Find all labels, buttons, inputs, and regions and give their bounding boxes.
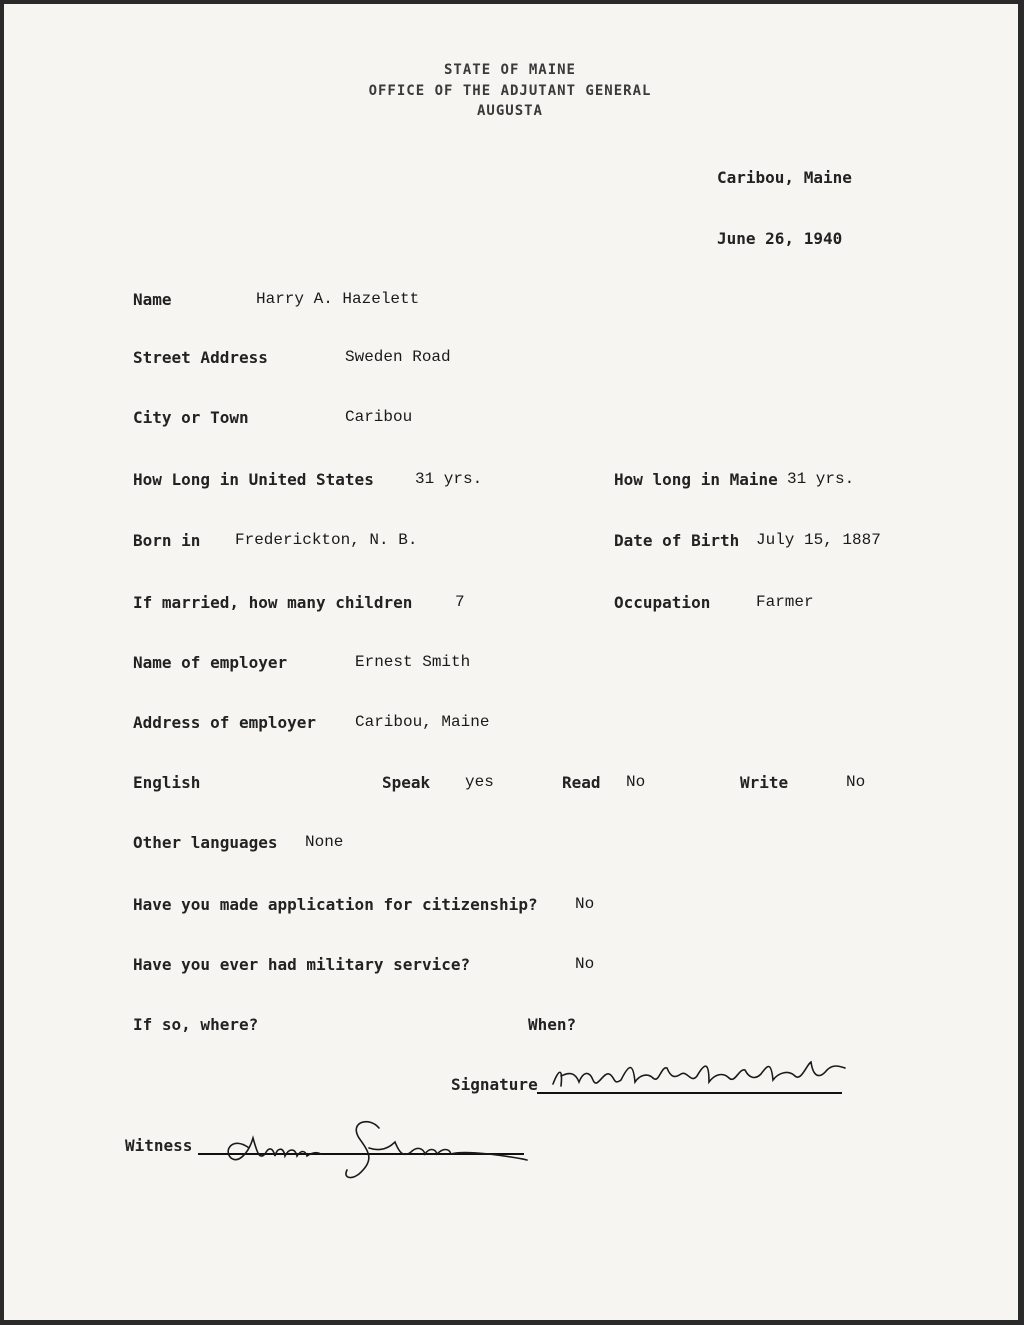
document-page <box>4 4 1018 1320</box>
street-value: Sweden Road <box>345 348 451 366</box>
read-label: Read <box>562 773 601 792</box>
citizenship-value: No <box>575 895 595 913</box>
occupation-label: Occupation <box>614 593 711 612</box>
date-text: June 26, 1940 <box>717 229 843 248</box>
employer-address-value: Caribou, Maine <box>355 713 490 731</box>
header-state: STATE OF MAINE <box>443 62 576 78</box>
employer-label: Name of employer <box>133 653 288 672</box>
other-languages-label: Other languages <box>133 833 278 852</box>
signature-handwriting <box>549 1054 849 1099</box>
born-value: Frederickton, N. B. <box>235 531 418 549</box>
children-value: 7 <box>455 593 465 611</box>
military-value: No <box>575 955 595 973</box>
city-value: Caribou <box>345 408 413 426</box>
born-label: Born in <box>133 531 201 550</box>
write-label: Write <box>740 773 789 792</box>
name-label: Name <box>133 290 172 309</box>
header-office: OFFICE OF THE ADJUTANT GENERAL <box>368 83 652 99</box>
english-label: English <box>133 773 201 792</box>
dob-label: Date of Birth <box>614 531 740 550</box>
us-years-value: 31 yrs. <box>415 470 483 488</box>
other-languages-value: None <box>305 833 344 851</box>
maine-years-value: 31 yrs. <box>787 470 855 488</box>
name-value: Harry A. Hazelett <box>256 290 420 308</box>
occupation-value: Farmer <box>756 593 814 611</box>
speak-value: yes <box>465 773 494 791</box>
maine-years-label: How long in Maine <box>614 470 778 489</box>
us-years-label: How Long in United States <box>133 470 374 489</box>
witness-label: Witness <box>125 1136 193 1155</box>
children-label: If married, how many children <box>133 593 413 612</box>
dob-value: July 15, 1887 <box>756 531 881 549</box>
city-label: City or Town <box>133 408 249 427</box>
witness-handwriting <box>219 1108 529 1188</box>
speak-label: Speak <box>382 773 431 792</box>
where-label: If so, where? <box>133 1015 259 1034</box>
write-value: No <box>846 773 866 791</box>
street-label: Street Address <box>133 348 268 367</box>
employer-value: Ernest Smith <box>355 653 471 671</box>
place-text: Caribou, Maine <box>717 168 852 187</box>
citizenship-label: Have you made application for citizenship? <box>133 895 538 914</box>
military-label: Have you ever had military service? <box>133 955 471 974</box>
employer-address-label: Address of employer <box>133 713 317 732</box>
header-city: AUGUSTA <box>476 103 543 119</box>
signature-label: Signature <box>451 1075 538 1094</box>
read-value: No <box>626 773 646 791</box>
when-label: When? <box>528 1015 577 1034</box>
